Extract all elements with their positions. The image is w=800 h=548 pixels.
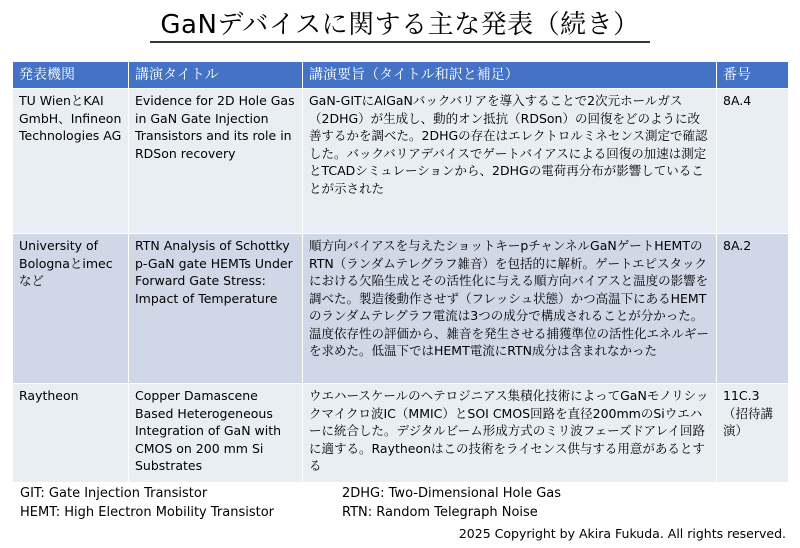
cell-title: Evidence for 2D Hole Gas in GaN Gate Injection Transistors and its role in RDSon recovery xyxy=(129,89,303,234)
table-header-row xyxy=(13,62,789,89)
cell-summary: 順方向バイアスを与えたショットキーpチャンネルGaNゲートHEMTのRTN（ランダムテレグラフ雑音）を包括的に解析。ゲートエピスタックにおける欠陥生成とその活性化に与える順方向バイアスと温度の影響を調べた。製造後動作させず（フレッシュ状態）かつ高温下にあるHEMTのランダムテレグラフ電流は3つの成分で構成されることが分かった。温度依存性の評価から、雑音を発生させる捕獲準位の活性化エネルギーを求めた。低温下ではHEMT電流にRTN成分は含まれなかった xyxy=(303,234,717,384)
title-underline xyxy=(150,41,650,43)
cell-title: RTN Analysis of Schottky p-GaN gate HEMTs Under Forward Gate Stress: Impact of Temperature xyxy=(129,234,303,384)
cell-org: TU WienとKAI GmbH、Infineon Technologies AG xyxy=(13,89,129,234)
cell-number: 8A.2 xyxy=(717,234,789,384)
cell-number: 11C.3（招待講演） xyxy=(717,384,789,483)
copyright-notice: 2025 Copyright by Akira Fukuda. All rights reserved. xyxy=(458,526,786,541)
cell-number: 8A.4 xyxy=(717,89,789,234)
cell-org: University of Bolognaとimecなど xyxy=(13,234,129,384)
header-summary: 講演要旨（タイトル和訳と補足） xyxy=(303,62,717,89)
footnote-rtn: RTN: Random Telegraph Noise xyxy=(342,505,538,520)
header-org: 発表機関 xyxy=(13,62,129,89)
footnote-2dhg: 2DHG: Two-Dimensional Hole Gas xyxy=(342,486,562,501)
footnote-hemt: HEMT: High Electron Mobility Transistor xyxy=(20,505,275,520)
cell-summary: ウエハースケールのヘテロジニアス集積化技術によってGaNモノリシックマイクロ波IC（MMIC）とSOI CMOS回路を直径200mmのSiウエハーに統合した。デジタルビーム形成方式のミリ波フェーズドアレイ回路に適する。Raytheonはこの技術をライセンス供与する用意があるとする xyxy=(303,384,717,483)
header-title: 講演タイトル xyxy=(129,62,303,89)
table-row xyxy=(13,384,789,483)
cell-summary: GaN-GITにAlGaNバックバリアを導入することで2次元ホールガス（2DHG）が生成し、動的オン抵抗（RDSon）の回復をどのように改善するかを調べた。2DHGの存在はエレクトロルミネセンス測定で確認した。バックバリアデバイスでゲートバイアスによる回復の加速は測定とTCADシミュレーションから、2DHGの電荷再分布が影響していることが示された xyxy=(303,89,717,234)
footnote-git: GIT: Gate Injection Transistor xyxy=(20,486,208,501)
cell-org: Raytheon xyxy=(13,384,129,483)
table-row xyxy=(13,234,789,384)
header-number: 番号 xyxy=(717,62,789,89)
table-row xyxy=(13,89,789,234)
presentations-table xyxy=(12,61,789,483)
cell-title: Copper Damascene Based Heterogeneous Integration of GaN with CMOS on 200 mm Si Substrates xyxy=(129,384,303,483)
page-title: GaNデバイスに関する主な発表（続き） xyxy=(160,10,640,40)
